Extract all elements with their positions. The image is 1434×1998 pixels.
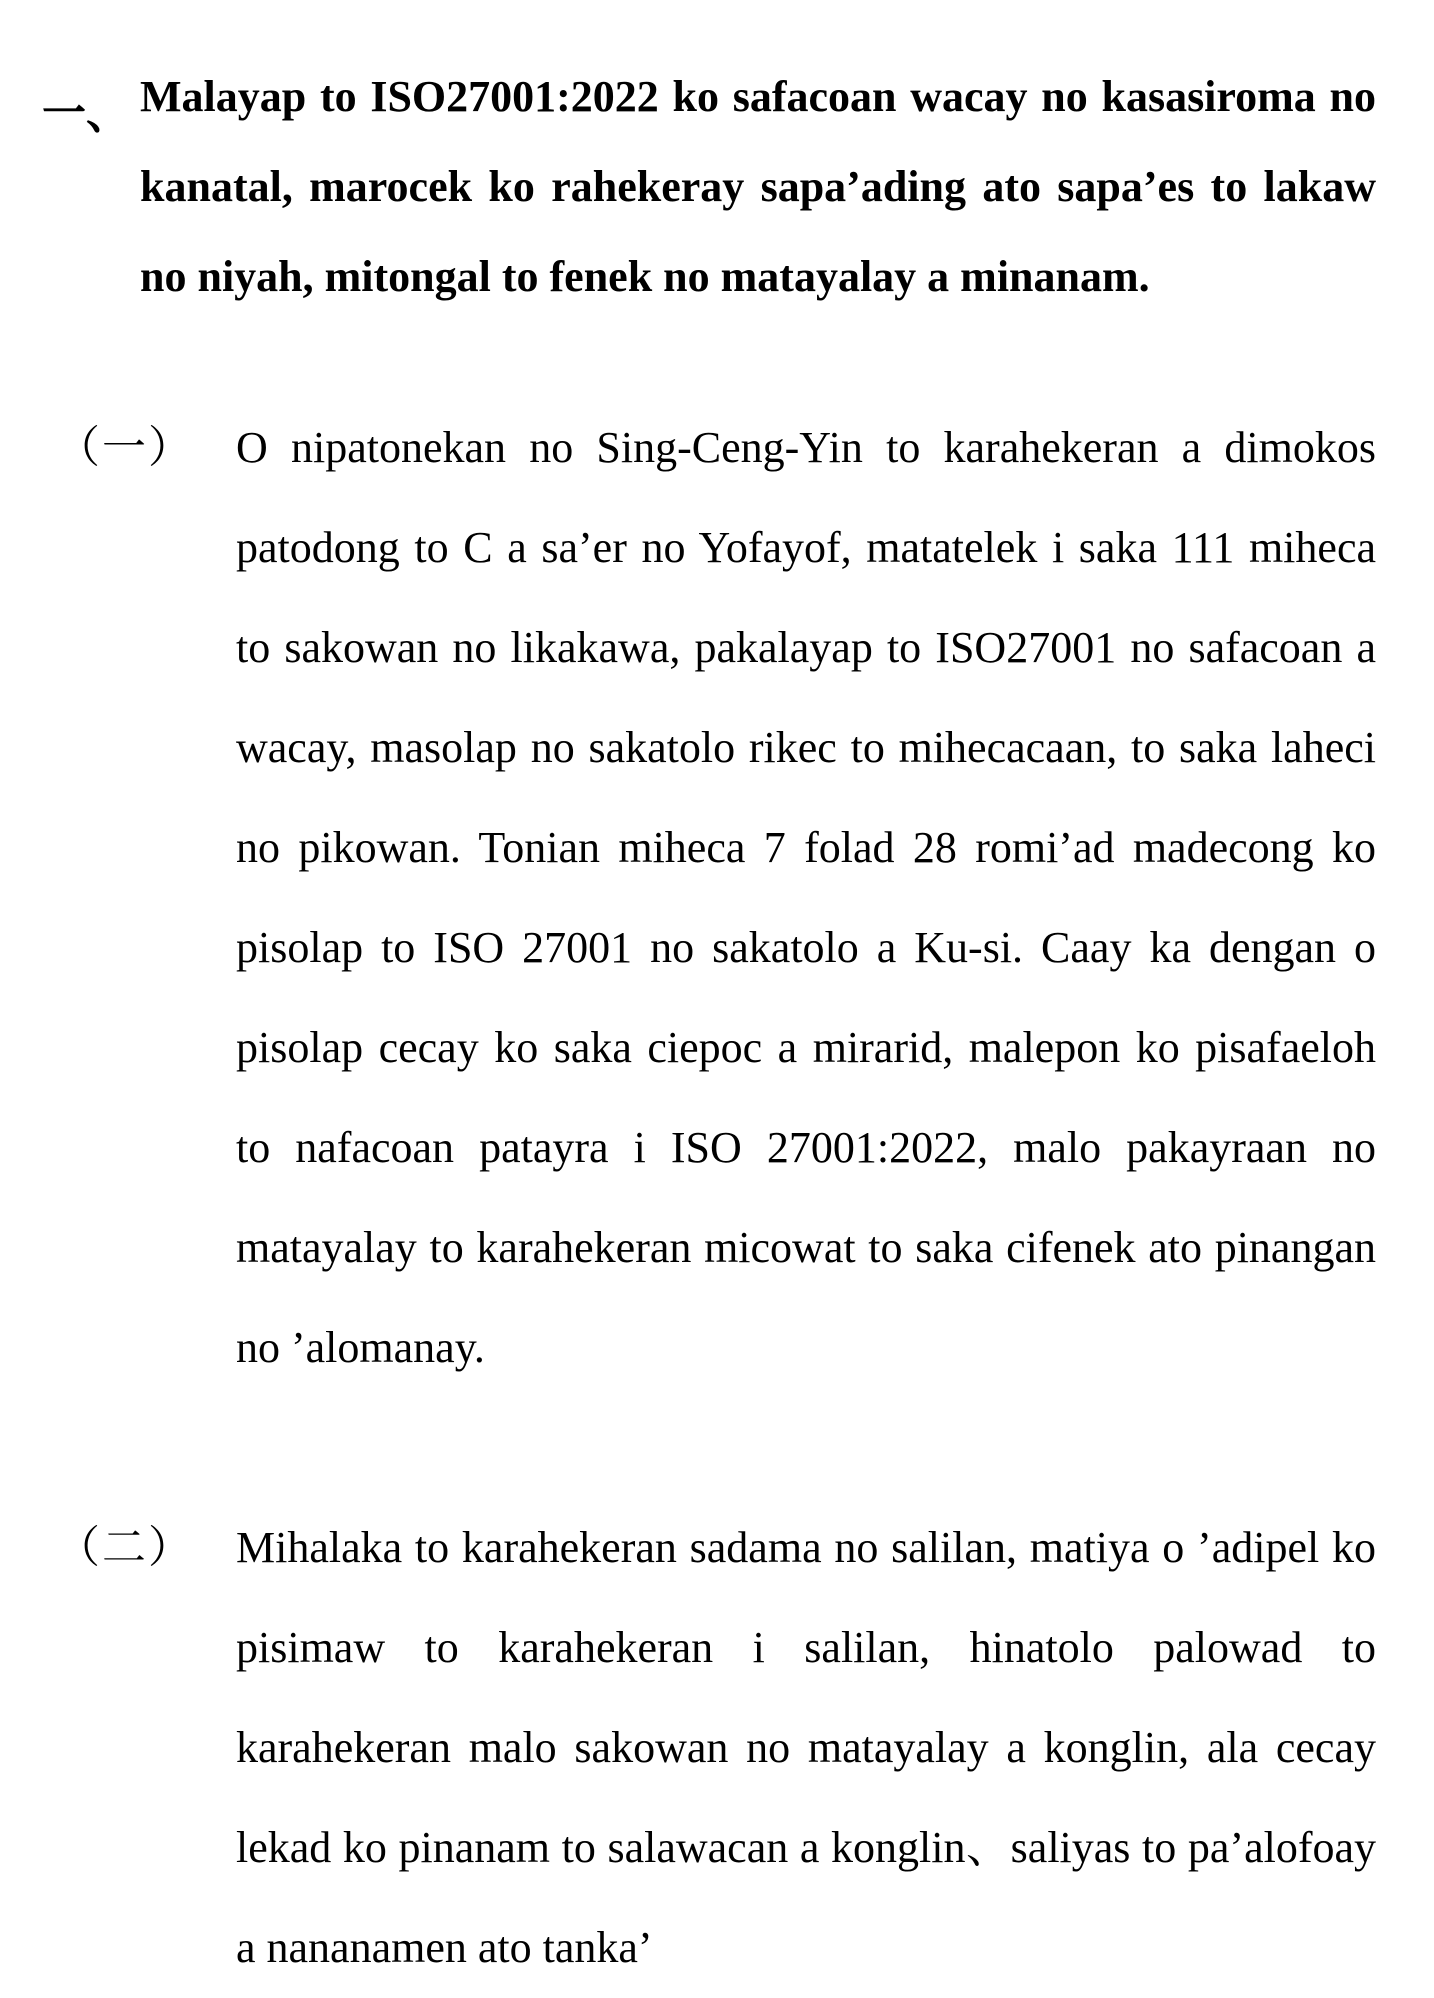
item-paragraph: Mihalaka to karahekeran sadama no salilan, matiya o ’adipel ko pisimaw to karahekeran i salilan, hinatolo palowad to karahekeran malo sakowan no matayalay a konglin, ala cecay lekad ko pinanam to salawacan a konglin、saliyas to pa’alofoay a nananamen ato tanka’	[236, 1523, 1376, 1972]
item-number: （二）	[56, 1523, 194, 1572]
item-paragraph: O nipatonekan no Sing-Ceng-Yin to karahekeran a dimokos patodong to C a sa’er no Yofayof, matatelek i saka 111 miheca to sakowan no likakawa, pakalayap to ISO27001 no safacoan a wacay, masolap no sakatolo rikec to mihecacaan, to saka laheci no pikowan. Tonian miheca 7 folad 28 romi’ad madecong ko pisolap to ISO 27001 no sakatolo a Ku-si. Caay ka dengan o pisolap cecay ko saka ciepoc a mirarid, malepon ko pisafaeloh to nafacoan patayra i ISO 27001:2022, malo pakayraan no matayalay to karahekeran micowat to saka cifenek ato pinangan no ’alomanay.	[236, 423, 1376, 1372]
item-number: （一）	[56, 423, 194, 472]
section-number: 一、	[42, 89, 130, 138]
section-heading: Malayap to ISO27001:2022 ko safacoan wacay no kasasiroma no kanatal, marocek ko rahekeray sapa’ading ato sapa’es to lakaw no niyah, mitongal to fenek no matayalay a minanam.	[140, 72, 1376, 301]
